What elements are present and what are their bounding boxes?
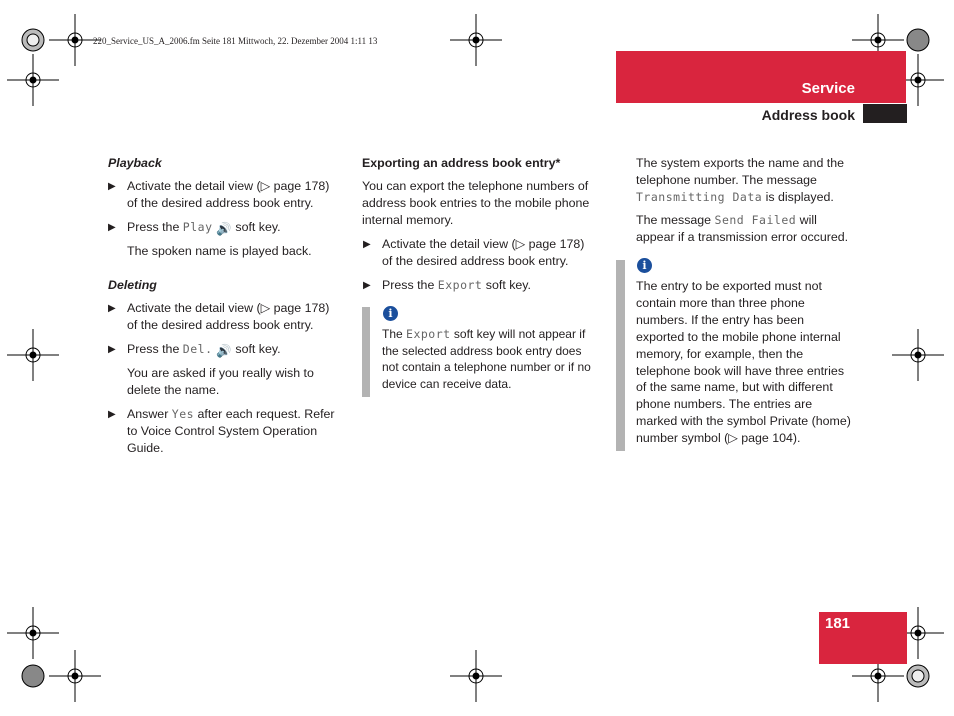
subsection-title: Address book — [761, 107, 855, 123]
export-heading: Exporting an address book entry* — [362, 156, 561, 170]
playback-heading: Playback — [108, 156, 162, 170]
note-bar — [362, 307, 370, 397]
del-softkey: Del. — [182, 342, 213, 356]
intro-text: You can export the telephone numbers of address book entries to the mobile phone internal memory. — [362, 179, 590, 227]
file-info: 220_Service_US_A_2006.fm Seite 181 Mittwoch, 22. Dezember 2004 1:11 13 — [93, 36, 378, 46]
crop-mark — [912, 670, 924, 682]
crop-mark — [22, 665, 44, 687]
voice-icon: 🔊 — [215, 222, 232, 236]
crop-mark — [907, 29, 929, 51]
step: ▶ Answer Yes after each request. Refer to Voice Control System Operation Guide. — [108, 407, 335, 455]
result-text: The spoken name is played back. — [127, 244, 312, 258]
note-bar — [616, 260, 625, 451]
voice-icon: 🔊 — [215, 344, 232, 358]
crop-mark — [27, 34, 39, 46]
subsection-tab — [863, 104, 907, 123]
step: ▶ Activate the detail view (▷ page 178) of the desired address book entry. — [363, 237, 585, 268]
result-text: You are asked if you really wish to delete the name. — [127, 366, 314, 397]
section-banner — [616, 51, 906, 103]
info-icon: i — [383, 306, 398, 321]
step: ▶ Press the Del. 🔊 soft key. — [108, 342, 281, 358]
step: ▶ Activate the detail view (▷ page 178) of the desired address book entry. — [108, 301, 330, 332]
deleting-heading: Deleting — [108, 278, 157, 292]
export-result: The system exports the name and the telephone number. The message Transmitting Data is displayed. — [636, 156, 844, 204]
page-number: 181 — [825, 615, 851, 632]
info-icon: i — [637, 258, 652, 273]
note-text: The Export soft key will not appear if the selected address book entry does not contain a telephone number or if no device can receive data. — [382, 327, 591, 391]
step: ▶ Press the Export soft key. — [363, 278, 532, 292]
error-text: The message Send Failed will appear if a transmission error occured. — [636, 213, 849, 244]
section-title: Service — [801, 80, 855, 97]
play-softkey: Play — [182, 220, 213, 234]
note-text: The entry to be exported must not contain more than three phone numbers. If the entry has been exported to the mobile phone internal memory, for example, then the telephone book will have three entries of the same name, but with different phone numbers. The entries are marked with the symbol Private (home) number symbol (▷ page 104). — [636, 279, 851, 446]
step: ▶ Activate the detail view (▷ page 178) of the desired address book entry. — [108, 179, 330, 210]
step: ▶ Press the Play 🔊 soft key. — [108, 220, 281, 236]
